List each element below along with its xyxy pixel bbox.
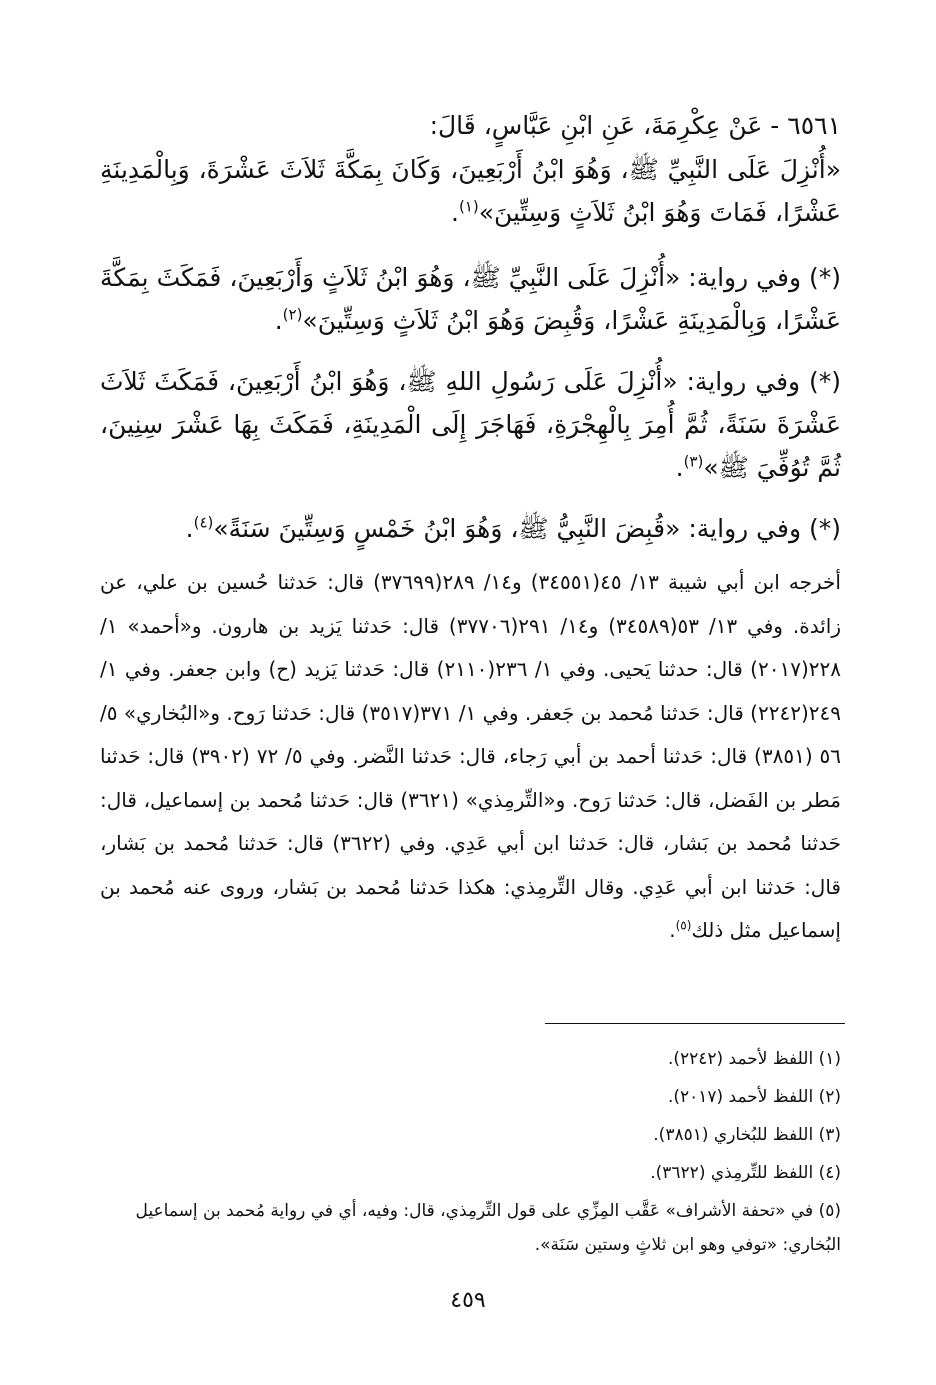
takhrij-paragraph: أخرجه ابن أبي شيبة ١٣/ ٤٥(٣٤٥٥١) و١٤/ ٢٨٩(٣٧٦٩٩) قال: حَدثنا حُسين بن علي، عن زائدة. وفي ١٣/ ٥٣(٣٤٥٨٩) و١٤/ ٢٩١(٣٧٧٠٦) قال: حَدثنا يَزيد بن هارون. و«أحمد» ١/ ٢٢٨(٢٠١٧) قال: حدثنا يَحيى. وفي ١/ ٢٣٦(٢١١٠) قال: حَدثنا يَزيد (ح) وابن جعفر. وفي ١/ ٢٤٩(٢٢٤٢) قال: حَدثنا مُحمد بن جَعفر. وفي ١/ ٣٧١(٣٥١٧) قال: حَدثنا رَوح. و«البُخاري» ٥/ ٥٦ (٣٨٥١) قال: حَدثنا أحمد بن أبي رَجاء، قال: حَدثنا النَّضر. وفي ٥/ ٧٢ (٣٩٠٢) قال: حَدثنا مَطر بن الفَضل، قال: حَدثنا رَوح. و«التِّرمِذي» (٣٦٢١) قال: حَدثنا مُحمد بن إسماعيل، قال: حَدثنا مُحمد بن بَشار، قال: حَدثنا ابن أبي عَدِي. وفي (٣٦٢٢) قال: حَدثنا مُحمد بن بَشار، قال: حَدثنا ابن أبي عَدِي. وقال التِّرمِذي: هكذا حَدثنا مُحمد بن بَشار، وروى عنه مُحمد بن إسماعيل مثل ذلك$^{(٥)}$. (100, 570, 841, 942)
footnotes (100, 1040, 841, 1262)
hadith-main-text: «أُنْزِلَ عَلَى النَّبِيِّ ﷺ، وَهُوَ ابْنُ أَرْبَعِينَ، وَكَانَ بِمَكَّةَ ثَلاَثَ عَشْرَةَ، وَبِالْمَدِينَةِ عَشْرًا، فَمَاتَ وَهُوَ ابْنُ ثَلاَثٍ وَسِتِّينَ»$^{(١)}$. (100, 155, 841, 227)
riwaya-1: (*) وفي رواية: «أُنْزِلَ عَلَى النَّبِيِّ ﷺ، وَهُوَ ابْنُ ثَلاَثٍ وَأَرْبَعِينَ، فَمَكَثَ بِمَكَّةَ عَشْرًا، وَبِالْمَدِينَةِ عَشْرًا، وَقُبِضَ وَهُوَ ابْنُ ثَلاَثٍ وَسِتِّينَ»$^{(٢)}$. (100, 263, 841, 335)
footnote-4: (٤) اللفظ للتِّرمِذي (٣٦٢٢). (650, 1163, 841, 1183)
hadith-heading (100, 104, 841, 147)
page-number: ٤٥٩ (450, 1288, 486, 1313)
footnote-1: (١) اللفظ لأحمد (٢٢٤٢). (667, 1049, 841, 1069)
footnote-ref: (٢) (282, 305, 303, 324)
hadith-number-and-chain: ٦٥٦١ - عَنْ عِكْرِمَةَ، عَنِ ابْنِ عَبَّاسٍ، قَالَ: (429, 111, 841, 140)
footnote-2: (٢) اللفظ لأحمد (٢٠١٧). (667, 1087, 841, 1107)
riwaya-text: (*) وفي رواية: «أُنْزِلَ عَلَى النَّبِيِّ ﷺ، وَهُوَ ابْنُ ثَلاَثٍ وَأَرْبَعِينَ، فَمَكَثَ بِمَكَّةَ عَشْرًا، وَبِالْمَدِينَةِ عَشْرًا، وَقُبِضَ وَهُوَ ابْنُ ثَلاَثٍ وَسِتِّينَ» (100, 263, 841, 335)
footnote-5: (٥) في «تحفة الأشراف» عَقَّب المِزِّي على قول التِّرمِذي، قال: وفيه، أي في رواية مُحمد بن إسماعيل البُخاري: «توفي وهو ابن ثلاثٍ وستين سَنَة». (135, 1201, 841, 1255)
riwaya-2: (*) وفي رواية: «أُنْزِلَ عَلَى رَسُولِ اللهِ ﷺ، وَهُوَ ابْنُ أَرْبَعِينَ، فَمَكَثَ ثَلاَثَ عَشْرَةَ سَنَةً، ثُمَّ أُمِرَ بِالْهِجْرَةِ، فَهَاجَرَ إِلَى الْمَدِينَةِ، فَمَكَثَ بِهَا عَشْرَ سِنِينَ، ثُمَّ تُوُفِّيَ ﷺ»$^{(٣)}$. (100, 367, 841, 482)
footnote-ref: (٤) (193, 513, 214, 532)
hadith-text: «أُنْزِلَ عَلَى النَّبِيِّ ﷺ، وَهُوَ ابْنُ أَرْبَعِينَ، وَكَانَ بِمَكَّةَ ثَلاَثَ عَشْرَةَ، وَبِالْمَدِينَةِ عَشْرًا، فَمَاتَ وَهُوَ ابْنُ ثَلاَثٍ وَسِتِّينَ» (100, 155, 841, 227)
footnote-ref: (٥) (675, 918, 692, 933)
footnote-ref: (٣) (683, 452, 704, 471)
riwaya-text: (*) وفي رواية: «قُبِضَ النَّبِيُّ ﷺ، وَهُوَ ابْنُ خَمْسٍ وَسِتِّينَ سَنَةً» (213, 514, 841, 543)
riwaya-3: (*) وفي رواية: «قُبِضَ النَّبِيُّ ﷺ، وَهُوَ ابْنُ خَمْسٍ وَسِتِّينَ سَنَةً»$^{(٤)}$. (185, 513, 841, 543)
takhrij-text: أخرجه ابن أبي شيبة ١٣/ ٤٥(٣٤٥٥١) و١٤/ ٢٨٩(٣٧٦٩٩) قال: حَدثنا حُسين بن علي، عن زائدة. وفي ١٣/ ٥٣(٣٤٥٨٩) و١٤/ ٢٩١(٣٧٧٠٦) قال: حَدثنا يَزيد بن هارون. و«أحمد» ١/ ٢٢٨(٢٠١٧) قال: حدثنا يَحيى. وفي ١/ ٢٣٦(٢١١٠) قال: حَدثنا يَزيد (ح) وابن جعفر. وفي ١/ ٢٤٩(٢٢٤٢) قال: حَدثنا مُحمد بن جَعفر. وفي ١/ ٣٧١(٣٥١٧) قال: حَدثنا رَوح. و«البُخاري» ٥/ ٥٦ (٣٨٥١) قال: حَدثنا أحمد بن أبي رَجاء، قال: حَدثنا النَّضر. وفي ٥/ ٧٢ (٣٩٠٢) قال: حَدثنا مَطر بن الفَضل، قال: حَدثنا رَوح. و«التِّرمِذي» (٣٦٢١) قال: حَدثنا مُحمد بن إسماعيل، قال: حَدثنا مُحمد بن بَشار، قال: حَدثنا ابن أبي عَدِي. وفي (٣٦٢٢) قال: حَدثنا مُحمد بن بَشار، قال: حَدثنا ابن أبي عَدِي. وقال التِّرمِذي: هكذا حَدثنا مُحمد بن بَشار، وروى عنه مُحمد بن إسماعيل مثل ذلك (100, 570, 841, 942)
footnote-3: (٣) اللفظ للبُخاري (٣٨٥١). (653, 1125, 841, 1145)
footnote-divider (545, 1023, 845, 1024)
riwaya-text: (*) وفي رواية: «أُنْزِلَ عَلَى رَسُولِ اللهِ ﷺ، وَهُوَ ابْنُ أَرْبَعِينَ، فَمَكَثَ ثَلاَثَ عَشْرَةَ سَنَةً، ثُمَّ أُمِرَ بِالْهِجْرَةِ، فَهَاجَرَ إِلَى الْمَدِينَةِ، فَمَكَثَ بِهَا عَشْرَ سِنِينَ، ثُمَّ تُوُفِّيَ ﷺ» (100, 367, 841, 482)
footnote-ref: (١) (458, 197, 479, 216)
